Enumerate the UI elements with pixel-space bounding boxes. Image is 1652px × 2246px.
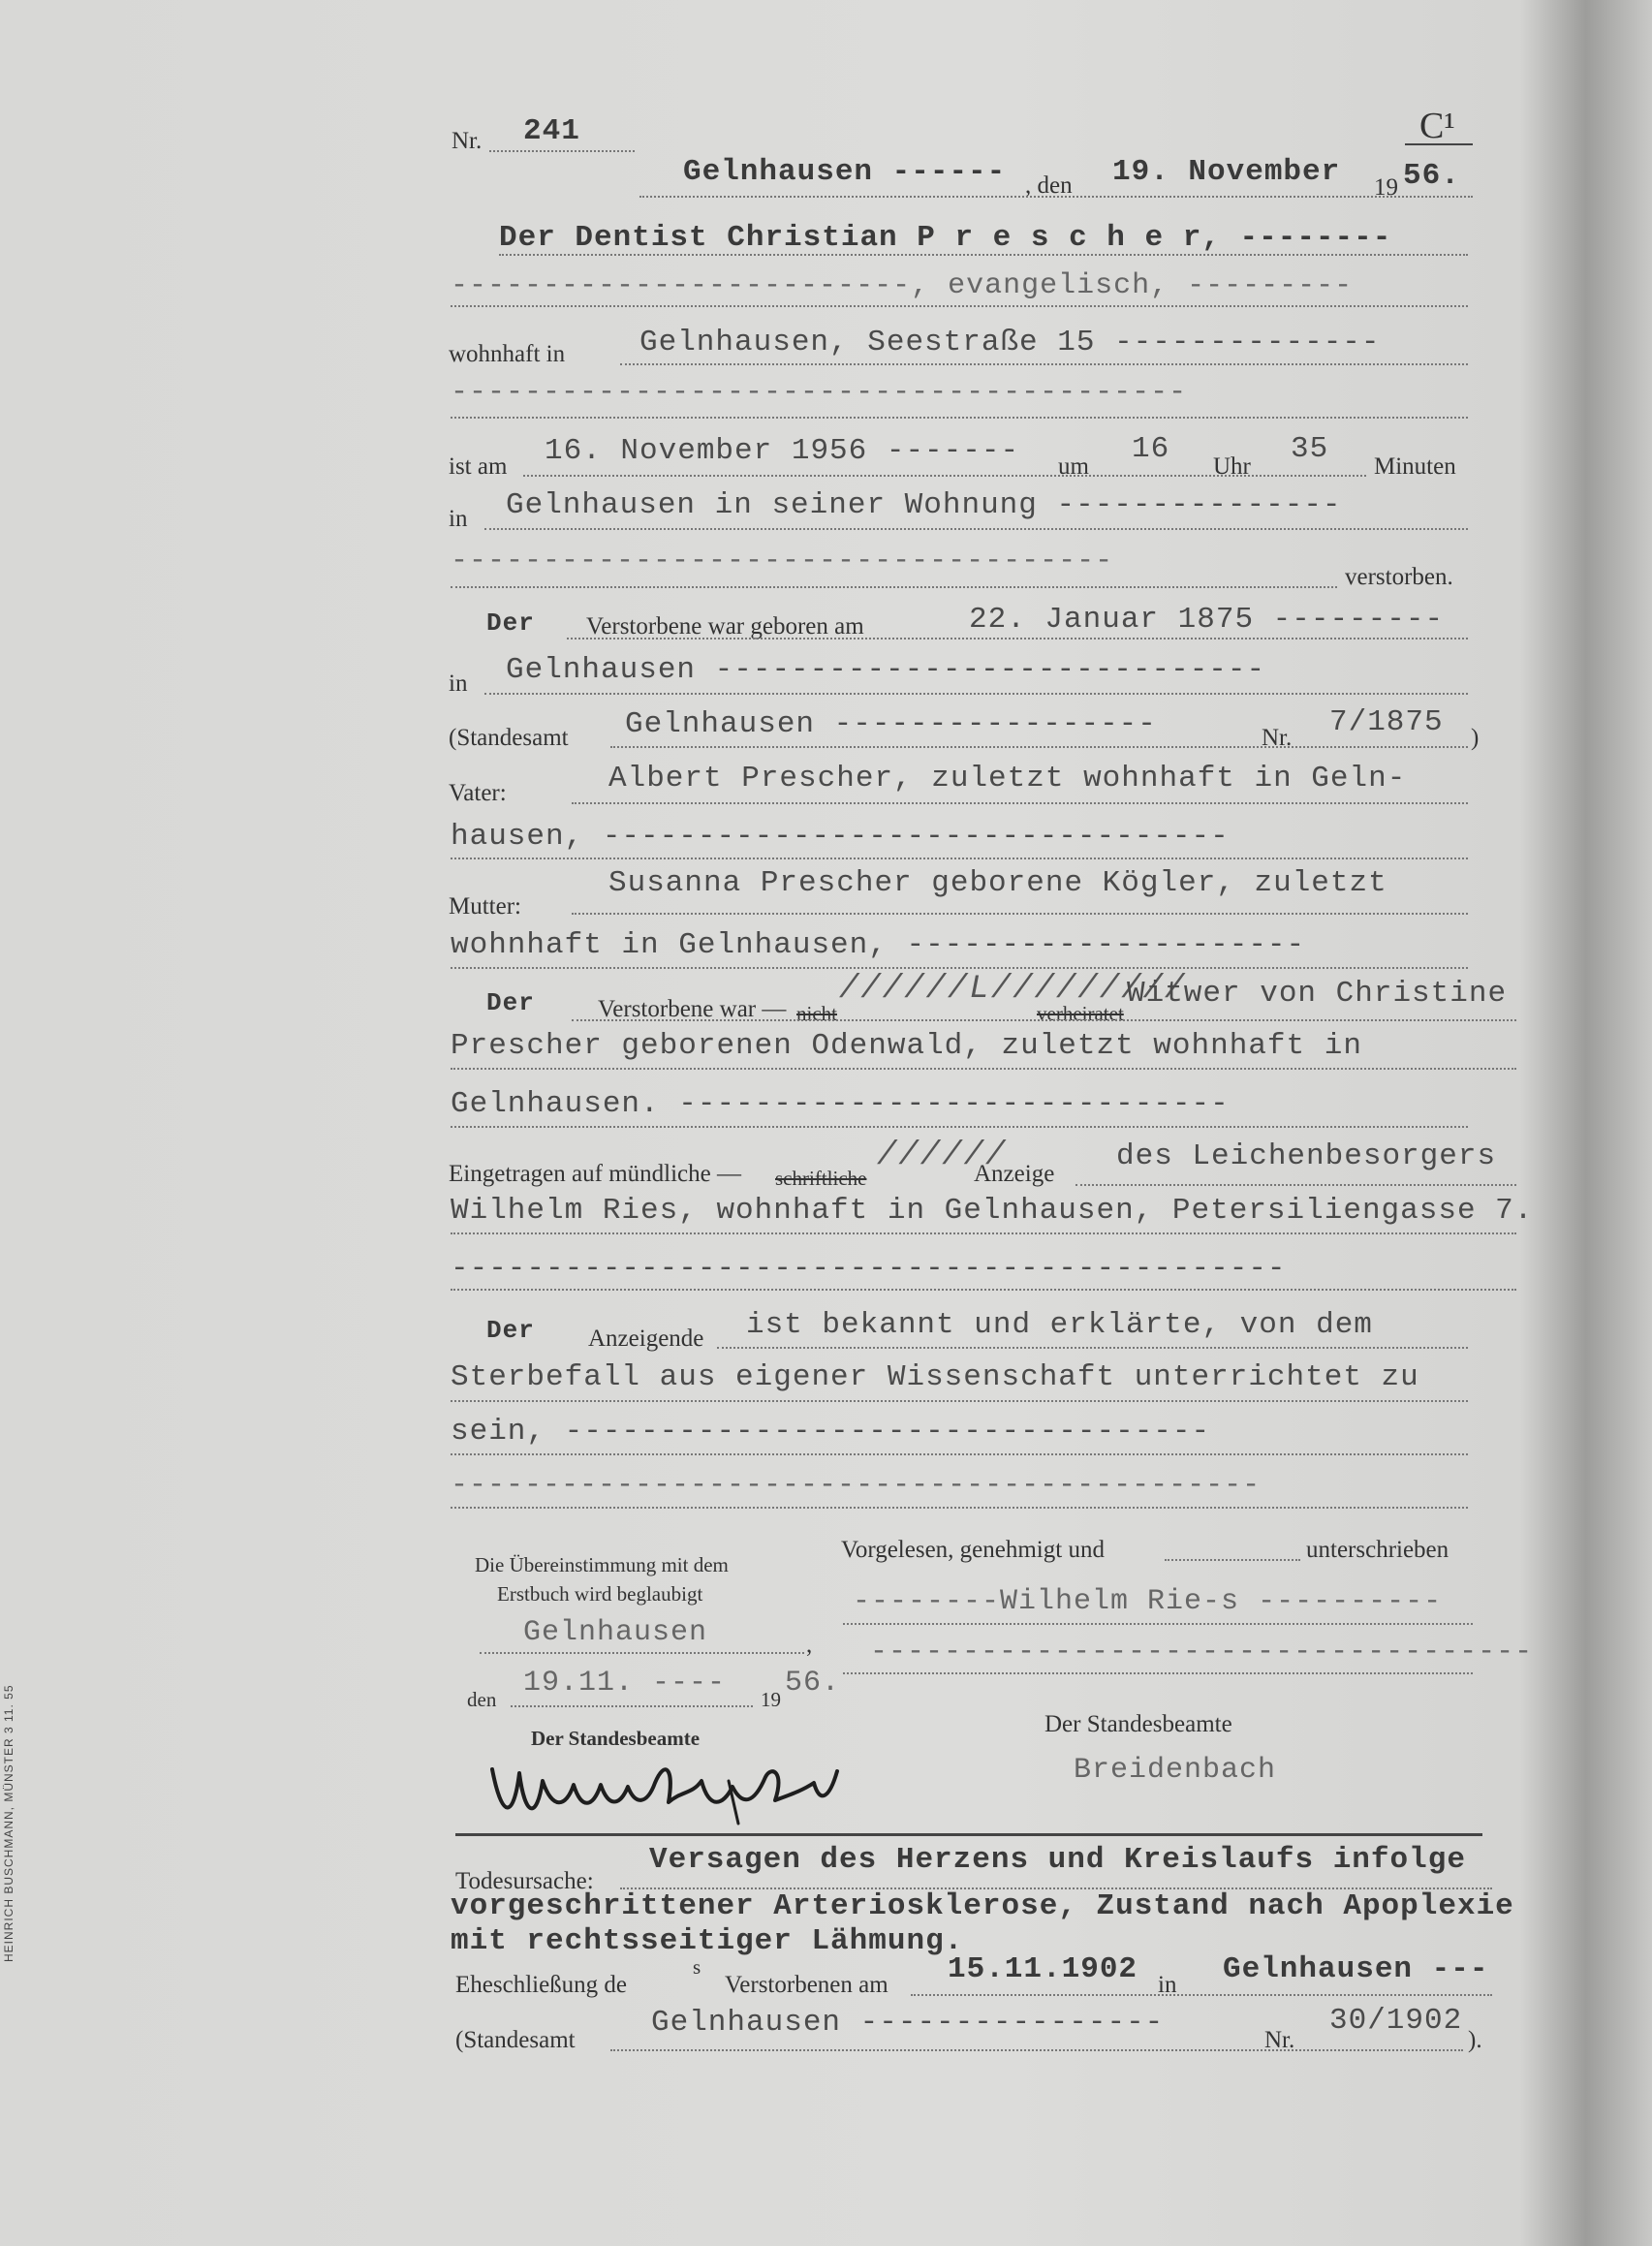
mutter-label: Mutter:	[449, 893, 521, 920]
cause-line1: Versagen des Herzens und Kreislaufs infolge	[649, 1843, 1466, 1877]
um-label: um	[1058, 453, 1089, 480]
dateline-place: Gelnhausen ------	[683, 155, 1007, 189]
marriage-standesamt-dotline	[610, 2049, 1463, 2051]
death-place-cont: ------------------------------------	[451, 545, 1114, 577]
declaration-line1: ist bekannt und erklärte, von dem	[746, 1308, 1373, 1342]
dateline-dotline	[639, 196, 1473, 198]
death-hour: 16	[1132, 432, 1170, 466]
declaration-line4-dotline	[451, 1507, 1468, 1509]
death-place: Gelnhausen in seiner Wohnung ---------------	[506, 488, 1342, 522]
cert-right-label-end: unterschrieben	[1306, 1537, 1449, 1563]
birth-place: Gelnhausen -----------------------------	[506, 653, 1266, 687]
marital-strike-marks: //////L/////////	[839, 971, 1187, 1008]
dateline-date: 19. November	[1112, 155, 1341, 189]
address-dotline	[620, 363, 1468, 365]
death-minutes: 35	[1291, 432, 1329, 466]
informant-line2: Wilhelm Ries, wohnhaft in Gelnhausen, Petersiliengasse 7.	[451, 1194, 1534, 1228]
marriage-label-a: Eheschließung de	[455, 1972, 628, 1998]
deceased-religion-dotline	[451, 305, 1468, 307]
marital-label: Verstorbene war —	[598, 996, 787, 1022]
declaration-label: Anzeigende	[588, 1326, 704, 1352]
death-place-dotline	[484, 528, 1468, 530]
mutter-dotline	[572, 913, 1468, 915]
cert-right-signer-dotline	[843, 1623, 1473, 1625]
marital-nicht-struck: nicht	[796, 1002, 837, 1025]
mutter-line1: Susanna Prescher geborene Kögler, zuletzt	[608, 866, 1387, 900]
cert-left-label2: Erstbuch wird beglaubigt	[497, 1582, 703, 1606]
nr-label: Nr.	[452, 128, 483, 154]
informant-line1: des Leichenbesorgers	[1116, 1139, 1497, 1173]
vater-line1: Albert Prescher, zuletzt wohnhaft in Geln-	[608, 762, 1407, 795]
dateline-year-prefix: 19	[1374, 174, 1398, 201]
deceased-title: Der Dentist Christian P r e s c h e r, --------	[499, 221, 1392, 255]
death-date: 16. November 1956 -------	[545, 434, 1020, 468]
mutter-cont-dotline	[451, 967, 1468, 969]
left-signature-icon	[484, 1752, 853, 1827]
death-cont-dotline	[451, 586, 1337, 588]
nr-dotline	[489, 150, 635, 152]
death-dotline	[523, 475, 1366, 477]
cert-left-date-dotline	[511, 1705, 753, 1707]
declaration-dotline	[717, 1347, 1468, 1349]
informant-line2-dotline	[451, 1232, 1516, 1234]
marriage-date: 15.11.1902	[948, 1952, 1138, 1986]
wohnhaft-label: wohnhaft in	[449, 341, 566, 367]
birth-standesamt: Gelnhausen -----------------	[625, 707, 1157, 741]
marriage-place: Gelnhausen ---	[1223, 1952, 1489, 1986]
marriage-dotline	[911, 1994, 1492, 1996]
marital-line2: Prescher geborenen Odenwald, zuletzt wohnhaft in	[451, 1029, 1362, 1063]
cert-left-place-dotline	[480, 1652, 804, 1654]
cert-year-prefix: 19	[761, 1688, 781, 1711]
marriage-standesamt-label: (Standesamt	[455, 2027, 576, 2053]
marital-verheiratet-struck: verheiratet	[1037, 1002, 1124, 1025]
declaration-line4: --------------------------------------------	[451, 1469, 1262, 1502]
minuten-label: Minuten	[1374, 453, 1456, 480]
birth-date: 22. Januar 1875 ---------	[969, 603, 1445, 637]
birth-place-dotline	[484, 693, 1468, 695]
cert-left-date: 19.11. ----	[523, 1667, 727, 1700]
birth-close: )	[1471, 725, 1480, 751]
verstorben-label: verstorben.	[1345, 564, 1453, 590]
declaration-line3-dotline	[451, 1453, 1468, 1455]
birth-dotline	[567, 638, 1468, 639]
death-in-label: in	[449, 506, 468, 532]
deceased-address-cont: ----------------------------------------	[451, 376, 1188, 409]
cert-left-label1: Die Übereinstimmung mit dem	[475, 1553, 729, 1576]
mutter-line2: wohnhaft in Gelnhausen, ---------------------	[451, 928, 1306, 962]
cert-left-comma: ,	[806, 1632, 813, 1658]
cert-year-suffix: 56.	[785, 1667, 841, 1700]
birth-standesamt-dotline	[610, 746, 1468, 748]
side-imprint: HEINRICH BUSCHMANN, MÜNSTER 3 11. 55	[2, 1684, 16, 1962]
marital-line1: Witwer von Christine	[1127, 977, 1508, 1011]
marriage-suffix-s: s	[693, 1955, 701, 1979]
cause-line2: vorgeschrittener Arteriosklerose, Zustand nach Apoplexie	[451, 1889, 1514, 1923]
declaration-line2: Sterbefall aus eigener Wissenschaft unterrichtet zu	[451, 1360, 1419, 1394]
birth-label: Verstorbene war geboren am	[586, 613, 864, 639]
cert-right-official: Der Standesbeamte	[1044, 1711, 1232, 1737]
informant-schriftliche-struck: schriftliche	[775, 1167, 867, 1190]
informant-strike-marks: //////	[877, 1138, 1008, 1174]
informant-label-b: Anzeige	[974, 1161, 1055, 1187]
corner-mark: C¹	[1419, 106, 1455, 146]
dateline-year-suffix: 56.	[1403, 159, 1460, 193]
birth-standesamt-label: (Standesamt	[449, 725, 569, 751]
marital-line2-dotline	[451, 1068, 1516, 1070]
cert-right-label: Vorgelesen, genehmigt und	[841, 1537, 1105, 1563]
corner-rule	[1405, 143, 1473, 145]
informant-line3: --------------------------------------------	[451, 1252, 1287, 1286]
marital-line3: Gelnhausen. -----------------------------	[451, 1087, 1230, 1121]
cert-right-official-name: Breidenbach	[1074, 1754, 1277, 1787]
cert-den-label: den	[467, 1688, 497, 1711]
divider-rule	[455, 1833, 1482, 1836]
vater-label: Vater:	[449, 780, 507, 806]
vater-cont-dotline	[451, 858, 1468, 859]
address-cont-dotline	[451, 417, 1468, 419]
dateline-den-label: , den	[1025, 172, 1073, 199]
birth-in-label: in	[449, 671, 468, 697]
informant-line3-dotline	[451, 1289, 1516, 1291]
deceased-address: Gelnhausen, Seestraße 15 --------------	[639, 326, 1381, 359]
declaration-line3: sein, ----------------------------------	[451, 1415, 1211, 1449]
declaration-line2-dotline	[451, 1400, 1468, 1402]
declaration-der-prefix: Der	[486, 1316, 535, 1345]
cert-left-official: Der Standesbeamte	[531, 1727, 701, 1750]
marriage-nr: 30/1902	[1329, 2004, 1463, 2038]
marriage-label-b: Verstorbenen am	[725, 1972, 888, 1998]
marriage-close: ).	[1468, 2027, 1482, 2053]
cert-right-signer: --------Wilhelm Rie-s ----------	[853, 1585, 1443, 1618]
cert-right-cont: ------------------------------------	[870, 1636, 1534, 1669]
birth-nr: 7/1875	[1329, 705, 1444, 739]
cert-right-label-dotline	[1165, 1559, 1300, 1561]
marriage-nr-label: Nr.	[1264, 2027, 1295, 2053]
informant-label-a: Eingetragen auf mündliche —	[449, 1161, 741, 1187]
cert-left-place: Gelnhausen	[523, 1616, 708, 1649]
nr-value: 241	[523, 114, 580, 148]
marriage-standesamt: Gelnhausen ----------------	[651, 2006, 1165, 2040]
deceased-title-dotline	[499, 254, 1468, 256]
ist-am-label: ist am	[449, 453, 508, 480]
vater-line2: hausen, ---------------------------------	[451, 820, 1230, 854]
birth-nr-label: Nr.	[1262, 725, 1293, 751]
cert-right-cont-dotline	[843, 1672, 1473, 1674]
deceased-religion: -------------------------, evangelisch, ---------	[451, 269, 1354, 302]
cause-label: Todesursache:	[455, 1868, 594, 1894]
marital-dotline	[572, 1019, 1516, 1021]
birth-der-prefix: Der	[486, 608, 535, 638]
marital-line3-dotline	[451, 1126, 1468, 1128]
informant-dotline	[1075, 1184, 1516, 1186]
vater-dotline	[572, 802, 1468, 804]
cause-line3: mit rechtsseitiger Lähmung.	[451, 1924, 964, 1958]
marriage-in-label: in	[1158, 1972, 1177, 1998]
uhr-label: Uhr	[1213, 453, 1251, 480]
marital-der-prefix: Der	[486, 988, 535, 1017]
